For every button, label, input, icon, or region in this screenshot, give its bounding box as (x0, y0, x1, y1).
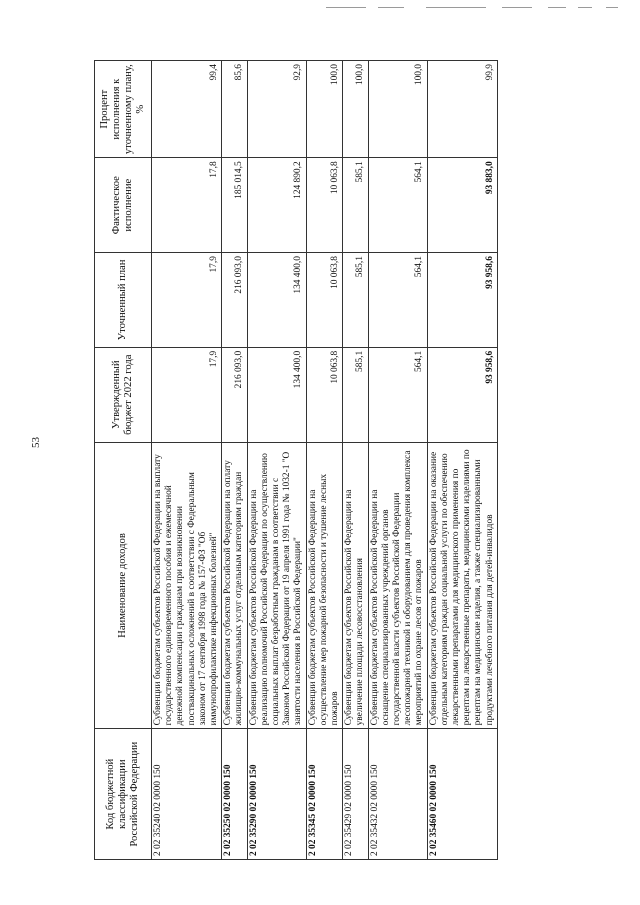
row-percent: 100,0 (306, 61, 343, 158)
row-approved: 93 958,6 (427, 347, 497, 442)
row-actual: 124 890,2 (247, 158, 306, 253)
row-actual: 185 014,5 (222, 158, 247, 253)
row-name: Субвенции бюджетам субъектов Российской Федерации на осуществление мер пожарной безопасности и тушение лесных пожаров (306, 442, 343, 729)
row-code: 2 02 35250 02 0000 150 (222, 729, 247, 860)
row-revised: 17,9 (152, 253, 222, 348)
row-code: 2 02 35432 02 0000 150 (368, 729, 427, 860)
rotated-page-content (94, 60, 574, 860)
row-code: 2 02 35429 02 0000 150 (343, 729, 368, 860)
table-row (368, 61, 427, 860)
header-code: Код бюджетной классификации Российской Федерации (95, 729, 152, 860)
row-revised: 564,1 (368, 253, 427, 348)
table-row (306, 61, 343, 860)
row-actual: 17,8 (152, 158, 222, 253)
header-revised: Уточненный план (95, 253, 152, 348)
row-revised: 216 093,0 (222, 253, 247, 348)
row-approved: 564,1 (368, 347, 427, 442)
row-name: Субвенции бюджетам субъектов Российской Федерации на увеличение площади лесовосстановления (343, 442, 368, 729)
row-code: 2 02 35240 02 0000 150 (152, 729, 222, 860)
row-revised: 134 400,0 (247, 253, 306, 348)
row-name: Субвенции бюджетам субъектов Российской Федерации на оснащение специализированных учреждений органов государственной власти субъектов Российской Федерации лесопожарной техникой и оборудованием для проведения комплекса мероприятий по охране лесов от пожаров (368, 442, 427, 729)
table-row (247, 61, 306, 860)
row-name: Субвенции бюджетам субъектов Российской Федерации на оплату жилищно-коммунальных услуг отдельным категориям граждан (222, 442, 247, 729)
page-number: 53 (30, 437, 42, 448)
row-actual: 585,1 (343, 158, 368, 253)
table-header-row (95, 61, 152, 860)
scan-edge-marks (326, 7, 626, 9)
row-percent: 85,6 (222, 61, 247, 158)
row-percent: 99,4 (152, 61, 222, 158)
row-approved: 134 400,0 (247, 347, 306, 442)
table-row (152, 61, 222, 860)
row-approved: 216 093,0 (222, 347, 247, 442)
row-code: 2 02 35460 02 0000 150 (427, 729, 497, 860)
row-code: 2 02 35290 02 0000 150 (247, 729, 306, 860)
row-revised: 93 958,6 (427, 253, 497, 348)
table-row (343, 61, 368, 860)
row-percent: 99,9 (427, 61, 497, 158)
header-percent: Процент исполнения к уточненному плану, % (95, 61, 152, 158)
row-code: 2 02 35345 02 0000 150 (306, 729, 343, 860)
row-name: Субвенции бюджетам субъектов Российской Федерации на реализацию полномочий Российской Федерации по осуществлению социальных выплат безработным гражданам в соответствии с Законом Российской Федерации от 19 апреля 1991 года № 1032-1 "О занятости населения в Российской Федерации" (247, 442, 306, 729)
header-approved: Утвержденный бюджет 2022 года (95, 347, 152, 442)
row-actual: 564,1 (368, 158, 427, 253)
header-actual: Фактическое исполнение (95, 158, 152, 253)
row-actual: 10 063,8 (306, 158, 343, 253)
row-percent: 92,9 (247, 61, 306, 158)
table-row (222, 61, 247, 860)
row-percent: 100,0 (368, 61, 427, 158)
row-percent: 100,0 (343, 61, 368, 158)
row-actual: 93 883,0 (427, 158, 497, 253)
row-name: Субвенции бюджетам субъектов Российской Федерации на оказание отдельным категориям граждан социальной услуги по обеспечению лекарственными препаратами для медицинского применения по рецептам на лекарственные препараты, медицинскими изделиями по рецептам на медицинские изделия, а также специализированными продуктами лечебного питания для детей-инвалидов (427, 442, 497, 729)
row-approved: 585,1 (343, 347, 368, 442)
table-row (427, 61, 497, 860)
row-revised: 585,1 (343, 253, 368, 348)
row-name: Субвенции бюджетам субъектов Российской Федерации на выплату государственного единовременного пособия и ежемесячной денежной компенсации гражданам при возникновении поствакцинальных осложнений в соответствии с Федеральным законом от 17 сентября 1998 года № 157-ФЗ "Об иммунопрофилактике инфекционных болезней" (152, 442, 222, 729)
row-approved: 10 063,8 (306, 347, 343, 442)
row-revised: 10 063,8 (306, 253, 343, 348)
header-name: Наименование доходов (95, 442, 152, 729)
row-approved: 17,9 (152, 347, 222, 442)
revenue-table (94, 60, 498, 860)
